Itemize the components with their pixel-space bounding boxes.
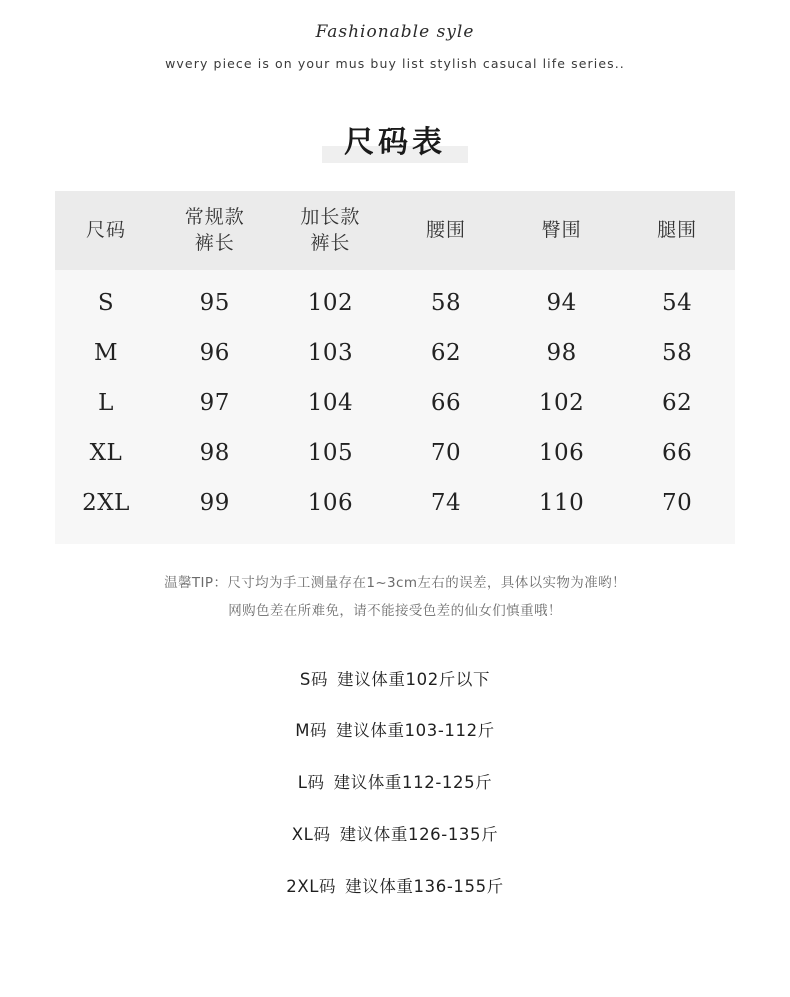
cell-long-length: 104 [273, 378, 389, 428]
rec-size-label: XL码 [291, 825, 331, 845]
page-title [322, 113, 468, 163]
cell-size: L [55, 378, 157, 428]
cell-thigh: 58 [619, 328, 735, 378]
cell-long-length: 102 [273, 270, 389, 328]
cell-hip: 102 [504, 378, 620, 428]
cell-hip: 106 [504, 428, 620, 478]
table-header-long-length-line2: 裤长 [310, 231, 351, 254]
table-header-row [55, 191, 735, 270]
cell-long-length: 106 [273, 478, 389, 544]
cell-thigh: 62 [619, 378, 735, 428]
cell-thigh: 66 [619, 428, 735, 478]
table-header-hip [504, 191, 620, 270]
page-title-wrap [0, 113, 790, 163]
page-title-text: 尺码表 [344, 125, 446, 160]
cell-size: XL [55, 428, 157, 478]
cell-regular-length: 99 [157, 478, 273, 544]
page-header [0, 0, 790, 71]
table-header-regular-length-line2: 裤长 [194, 231, 235, 254]
list-item [0, 670, 790, 690]
cell-regular-length: 98 [157, 428, 273, 478]
cell-waist: 74 [388, 478, 504, 544]
cell-regular-length: 96 [157, 328, 273, 378]
table-header-size [55, 191, 157, 270]
cell-waist: 70 [388, 428, 504, 478]
list-item [0, 877, 790, 897]
table-row [55, 478, 735, 544]
tip-line-1: 温馨TIP：尺寸均为手工测量存在1~3cm左右的误差，具体以实物为准哟！ [164, 575, 626, 592]
size-table-body [55, 270, 735, 544]
table-header-thigh [619, 191, 735, 270]
list-item [0, 825, 790, 845]
table-row [55, 378, 735, 428]
cell-long-length: 103 [273, 328, 389, 378]
rec-size-label: S码 [299, 669, 329, 689]
cell-thigh: 54 [619, 270, 735, 328]
table-row [55, 328, 735, 378]
rec-advice: 建议体重103-112斤 [336, 721, 495, 741]
rec-size-label: M码 [295, 721, 328, 741]
cell-regular-length: 95 [157, 270, 273, 328]
cell-waist: 58 [388, 270, 504, 328]
rec-size-label: L码 [297, 773, 325, 793]
table-header-hip-line1: 臀围 [541, 218, 582, 241]
cell-long-length: 105 [273, 428, 389, 478]
list-item [0, 721, 790, 741]
size-table-wrap [55, 191, 735, 544]
table-row [55, 428, 735, 478]
size-table [55, 191, 735, 544]
table-header-regular-length [157, 191, 273, 270]
cell-hip: 110 [504, 478, 620, 544]
cell-regular-length: 97 [157, 378, 273, 428]
cell-size: 2XL [55, 478, 157, 544]
rec-advice: 建议体重136-155斤 [345, 876, 504, 896]
table-header-long-length [273, 191, 389, 270]
cell-size: M [55, 328, 157, 378]
measurement-tips [0, 570, 790, 625]
rec-advice: 建议体重102斤以下 [337, 669, 491, 689]
header-subtitle-text: wvery piece is on your mus buy list stylish casucal life series.. [165, 56, 625, 71]
table-header-thigh-line1: 腿围 [657, 218, 698, 241]
table-header-regular-length-line1: 常规款 [184, 206, 245, 228]
cell-thigh: 70 [619, 478, 735, 544]
header-script-text: Fashionable syle [315, 22, 475, 42]
tip-line-2: 网购色差在所难免，请不能接受色差的仙女们慎重哦！ [228, 602, 562, 619]
cell-size: S [55, 270, 157, 328]
rec-advice: 建议体重112-125斤 [333, 773, 493, 793]
table-header-long-length-line1: 加长款 [300, 206, 361, 228]
cell-hip: 94 [504, 270, 620, 328]
table-row [55, 270, 735, 328]
table-header-waist [388, 191, 504, 270]
rec-advice: 建议体重126-135斤 [339, 825, 499, 845]
rec-size-label: 2XL码 [286, 876, 337, 896]
list-item [0, 773, 790, 793]
cell-waist: 62 [388, 328, 504, 378]
table-header-size-line1: 尺码 [85, 218, 126, 241]
weight-recommendation-list [0, 670, 790, 897]
table-header-waist-line1: 腰围 [425, 218, 466, 241]
cell-waist: 66 [388, 378, 504, 428]
size-table-head [55, 191, 735, 270]
cell-hip: 98 [504, 328, 620, 378]
